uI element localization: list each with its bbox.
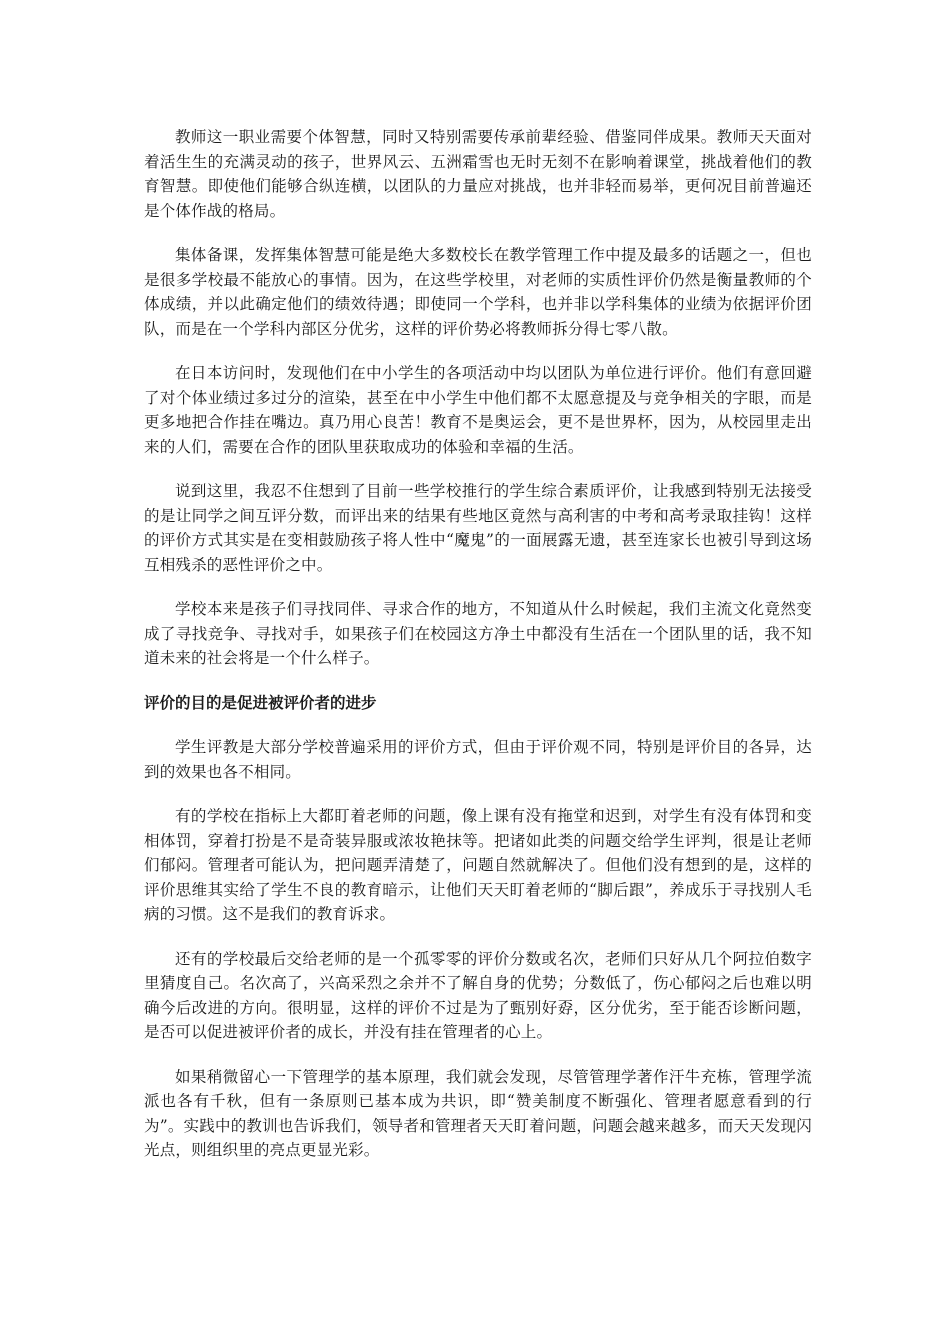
paragraph-scores-ranking: 还有的学校最后交给老师的是一个孤零零的评价分数或名次，老师们只好从几个阿拉伯数字里猜度自己。名次高了，兴高采烈之余并不了解自身的优势；分数低了，伤心郁闷之后也难以明确今后改进的方向。很明显，这样的评价不过是为了甄别好孬，区分优劣，至于能否诊断问题，是否可以促进被评价者的成长，并没有挂在管理者的心上。 xyxy=(144,949,812,1041)
section-heading: 评价的目的是促进被评价者的进步 xyxy=(144,693,377,712)
paragraph-school-cooperation: 学校本来是孩子们寻找同伴、寻求合作的地方，不知道从什么时候起，我们主流文化竟然变成了寻找竞争、寻找对手，如果孩子们在校园这方净土中都没有生活在一个团队里的话，我不知道未来的社会将是一个什么样子。 xyxy=(144,600,812,667)
paragraph-management-principles: 如果稍微留心一下管理学的基本原理，我们就会发现，尽管管理学著作汗牛充栋，管理学流派也各有千秋，但有一条原则已基本成为共识，即“赞美制度不断强化、管理者愿意看到的行为”。实践中的教训也告诉我们，领导者和管理者天天盯着问题，问题会越来越多，而天天发现闪光点，则组织里的亮点更显光彩。 xyxy=(144,1067,812,1159)
paragraph-student-evaluation: 学生评教是大部分学校普遍采用的评价方式，但由于评价观不同，特别是评价目的各异，达到的效果也各不相同。 xyxy=(144,738,812,781)
paragraph-japan-visit: 在日本访问时，发现他们在中小学生的各项活动中均以团队为单位进行评价。他们有意回避了对个体业绩过多过分的渲染，甚至在中小学生中他们都不太愿意提及与竞争相关的字眼，而是更多地把合作挂在嘴边。真乃用心良苦！教育不是奥运会，更不是世界杯，因为，从校园里走出来的人们，需要在合作的团队里获取成功的体验和幸福的生活。 xyxy=(144,364,812,456)
paragraph-teacher-problems: 有的学校在指标上大都盯着老师的问题，像上课有没有拖堂和迟到，对学生有没有体罚和变相体罚，穿着打扮是不是奇装异服或浓妆艳抹等。把诸如此类的问题交给学生评判，很是让老师们郁闷。管理者可能认为，把问题弄清楚了，问题自然就解决了。但他们没有想到的是，这样的评价思维其实给了学生不良的教育暗示，让他们天天盯着老师的“脚后跟”，养成乐于寻找别人毛病的习惯。这不是我们的教育诉求。 xyxy=(144,807,812,923)
paragraph-teacher-wisdom: 教师这一职业需要个体智慧，同时又特别需要传承前辈经验、借鉴同伴成果。教师天天面对着活生生的充满灵动的孩子，世界风云、五洲霜雪也无时无刻不在影响着课堂，挑战着他们的教育智慧。即使他们能够合纵连横，以团队的力量应对挑战，也并非轻而易举，更何况目前普遍还是个体作战的格局。 xyxy=(144,128,812,220)
paragraph-collective-planning: 集体备课，发挥集体智慧可能是绝大多数校长在教学管理工作中提及最多的话题之一，但也是很多学校最不能放心的事情。因为，在这些学校里，对老师的实质性评价仍然是衡量教师的个体成绩，并以此确定他们的绩效待遇；即使同一个学科，也并非以学科集体的业绩为依据评价团队，而是在一个学科内部区分优劣，这样的评价势必将教师拆分得七零八散。 xyxy=(144,246,812,338)
paragraph-peer-evaluation: 说到这里，我忍不住想到了目前一些学校推行的学生综合素质评价，让我感到特别无法接受的是让同学之间互评分数，而评出来的结果有些地区竟然与高利害的中考和高考录取挂钩！这样的评价方式其实是在变相鼓励孩子将人性中“魔鬼”的一面展露无遗，甚至连家长也被引导到这场互相残杀的恶性评价之中。 xyxy=(144,482,812,574)
document-page xyxy=(144,125,812,1183)
